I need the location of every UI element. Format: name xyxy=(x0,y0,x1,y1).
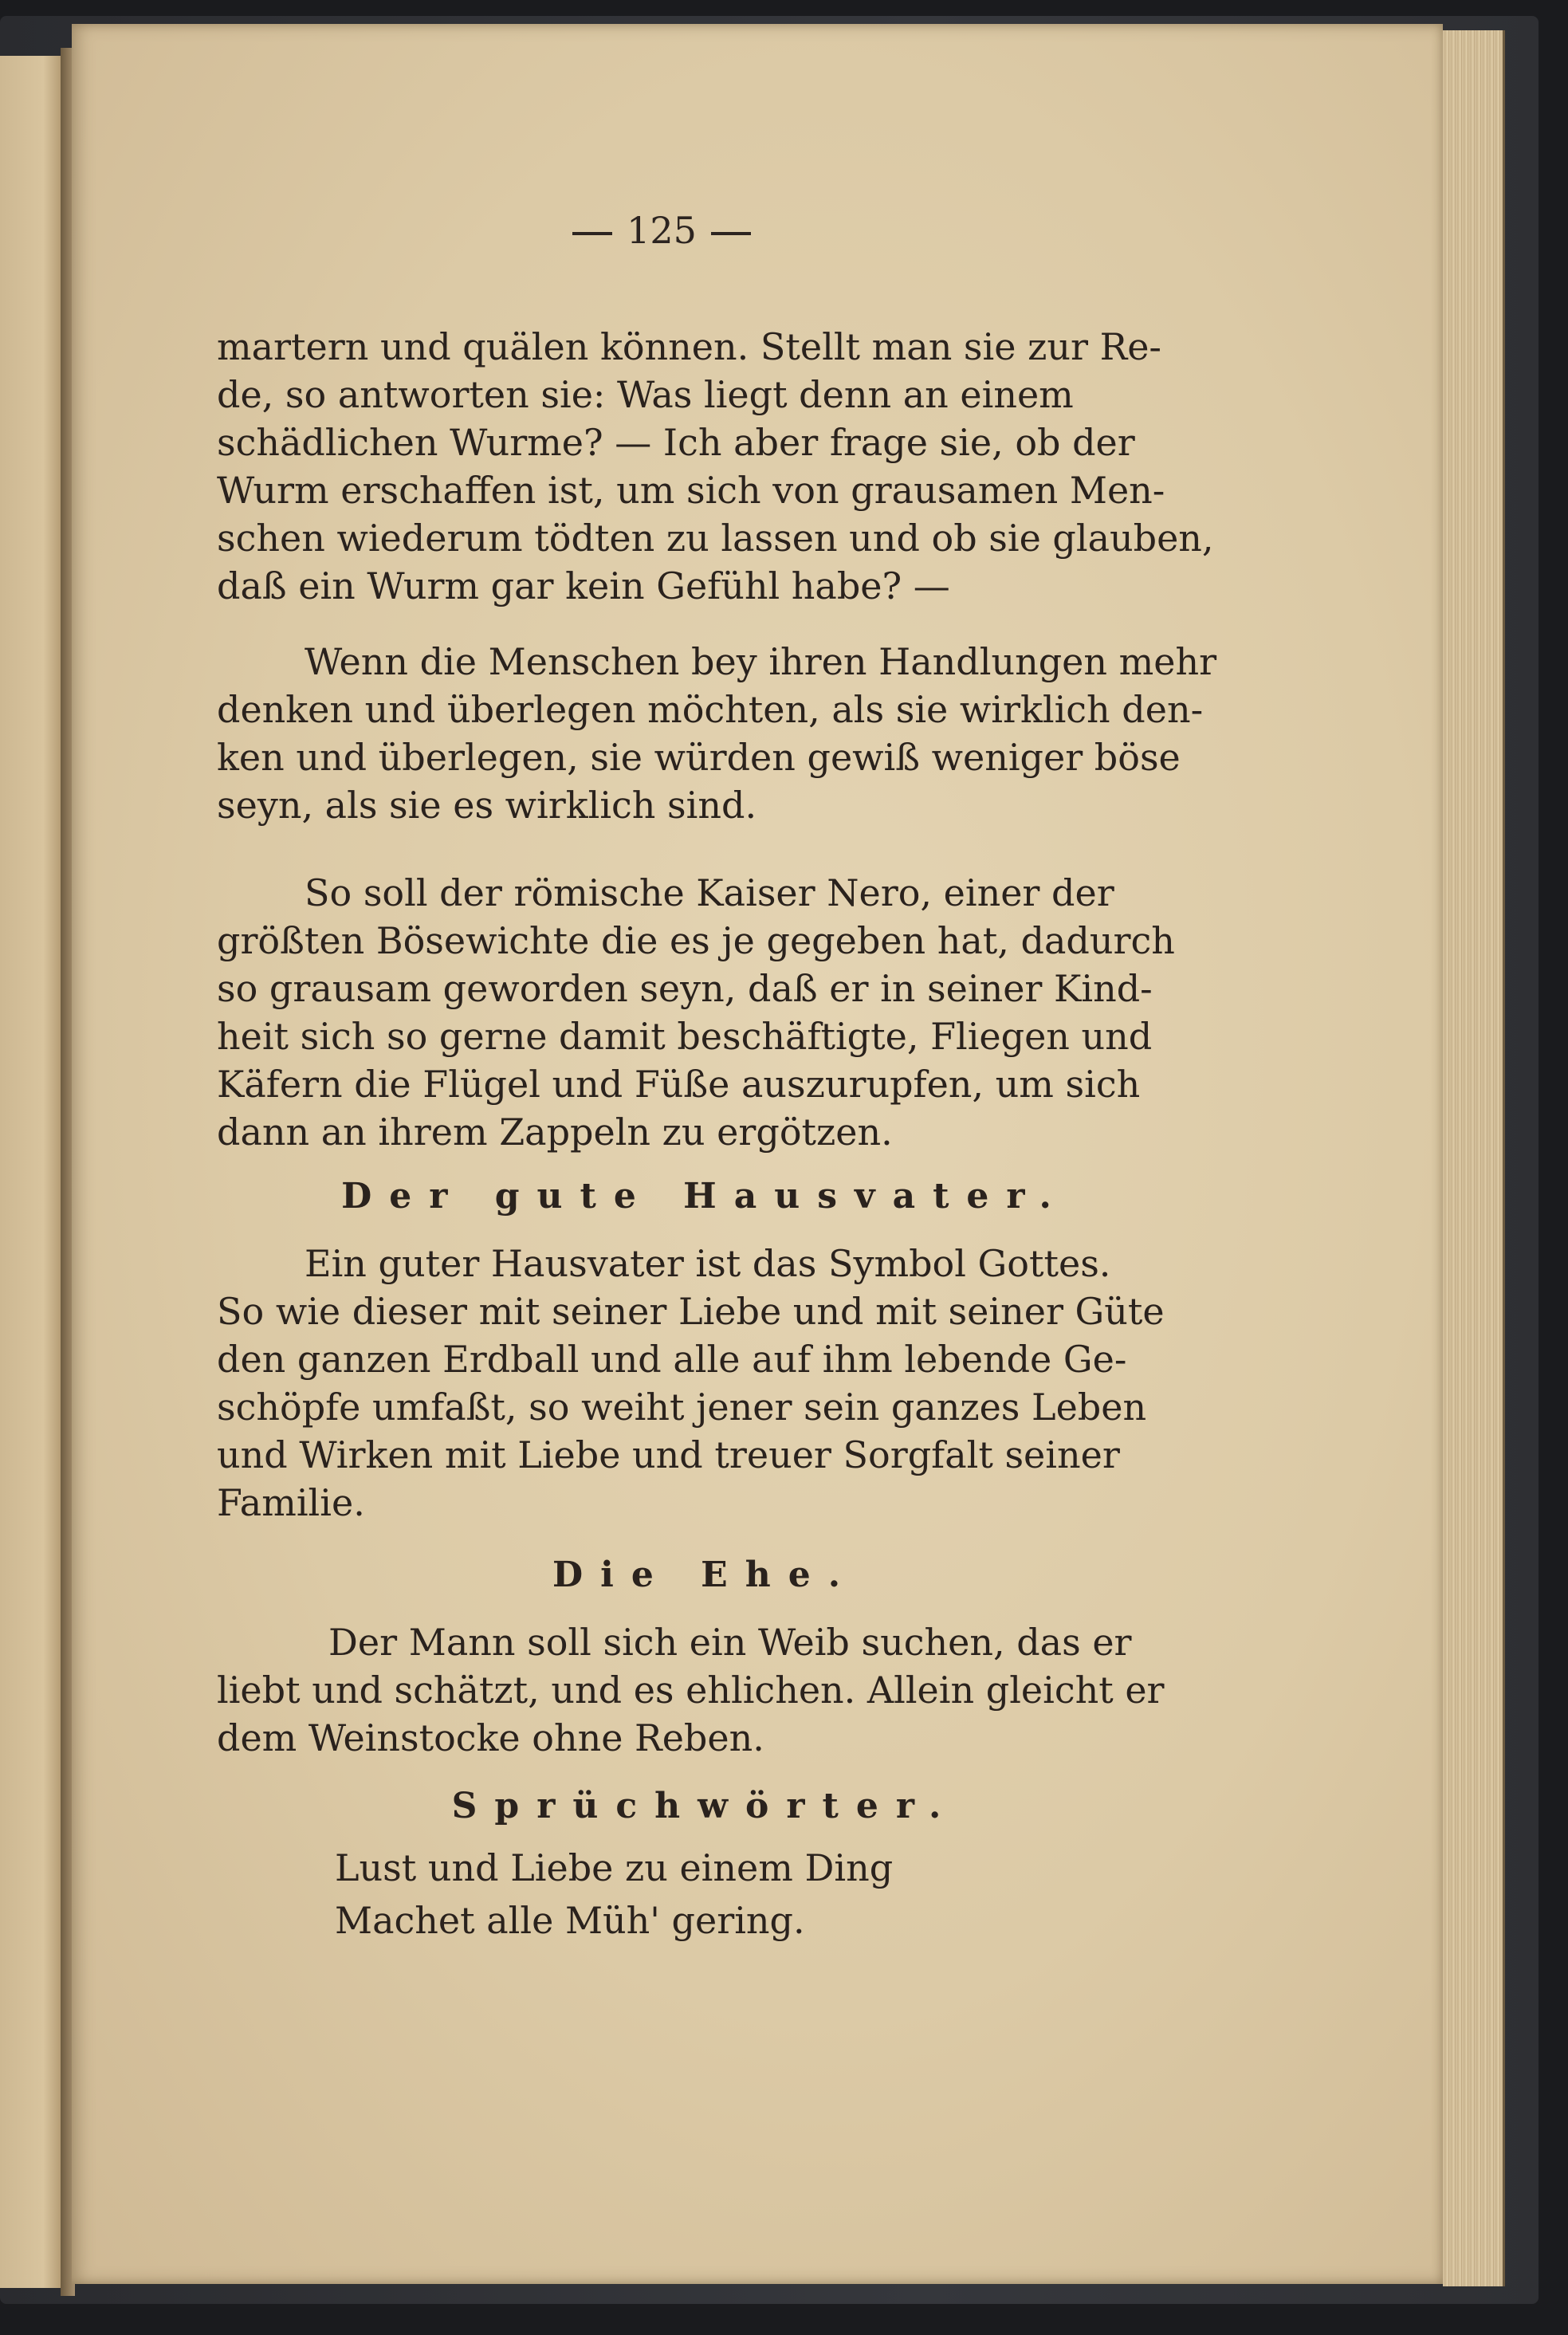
section-heading-sprichwoerter: Sprüchwörter. xyxy=(451,1786,959,1826)
text-line: größten Bösewichte die es je gegeben hat, dadurch xyxy=(217,919,1175,962)
section-heading-ehe: Die Ehe. xyxy=(552,1555,859,1595)
text-line: dann an ihrem Zappeln zu ergötzen. xyxy=(217,1111,893,1154)
text-line: den ganzen Erdball und alle auf ihm lebende Ge- xyxy=(217,1338,1127,1381)
page-edges xyxy=(1443,30,1505,2286)
paragraph-3 xyxy=(217,869,1193,1156)
page-number-dash-right xyxy=(711,232,751,235)
text-line: und Wirken mit Liebe und treuer Sorgfalt seiner xyxy=(217,1433,1120,1476)
text-line: Wurm erschaffen ist, um sich von grausamen Men- xyxy=(217,469,1165,512)
text-line: schädlichen Wurme? — Ich aber frage sie, ob der xyxy=(217,421,1135,464)
text-line: so grausam geworden seyn, daß er in seiner Kind- xyxy=(217,967,1153,1010)
text-line: ken und überlegen, sie würden gewiß weniger böse xyxy=(217,736,1181,779)
page-number-value: 125 xyxy=(627,209,697,252)
verse-line: Machet alle Müh' gering. xyxy=(335,1899,805,1942)
text-line: Der Mann soll sich ein Weib suchen, das er xyxy=(328,1621,1132,1664)
text-line: So soll der römische Kaiser Nero, einer der xyxy=(305,871,1114,914)
text-line: schöpfe umfaßt, so weiht jener sein ganzes Leben xyxy=(217,1386,1147,1429)
paragraph-ehe xyxy=(217,1618,1193,1762)
text-line: Familie. xyxy=(217,1481,365,1524)
verse-line: Lust und Liebe zu einem Ding xyxy=(335,1846,894,1889)
text-line: seyn, als sie es wirklich sind. xyxy=(217,784,757,827)
text-line: Ein guter Hausvater ist das Symbol Gottes. xyxy=(305,1242,1111,1285)
text-line: liebt und schätzt, und es ehlichen. Allein gleicht er xyxy=(217,1669,1165,1712)
paragraph-2 xyxy=(217,638,1217,829)
left-page-edge xyxy=(0,56,64,2288)
text-line: schen wiederum tödten zu lassen und ob sie glauben, xyxy=(217,517,1214,560)
proverb-verse xyxy=(335,1842,1052,1947)
text-line: So wie dieser mit seiner Liebe und mit seiner Güte xyxy=(217,1290,1165,1333)
text-line: dem Weinstocke ohne Reben. xyxy=(217,1716,764,1759)
text-line: Wenn die Menschen bey ihren Handlungen mehr xyxy=(305,640,1217,683)
text-line: Käfern die Flügel und Füße auszurupfen, um sich xyxy=(217,1063,1141,1106)
section-heading-hausvater: Der gute Hausvater. xyxy=(341,1176,1069,1217)
paragraph-1 xyxy=(217,323,1214,610)
page-number-dash-left xyxy=(572,232,612,235)
text-line: denken und überlegen möchten, als sie wirklich den- xyxy=(217,688,1204,731)
paragraph-hausvater xyxy=(217,1240,1193,1527)
page-number xyxy=(542,209,781,252)
text-line: heit sich so gerne damit beschäftigte, Fliegen und xyxy=(217,1015,1153,1058)
text-line: daß ein Wurm gar kein Gefühl habe? — xyxy=(217,564,950,607)
text-line: martern und quälen können. Stellt man sie zur Re- xyxy=(217,325,1161,368)
text-line: de, so antworten sie: Was liegt denn an einem xyxy=(217,373,1074,416)
